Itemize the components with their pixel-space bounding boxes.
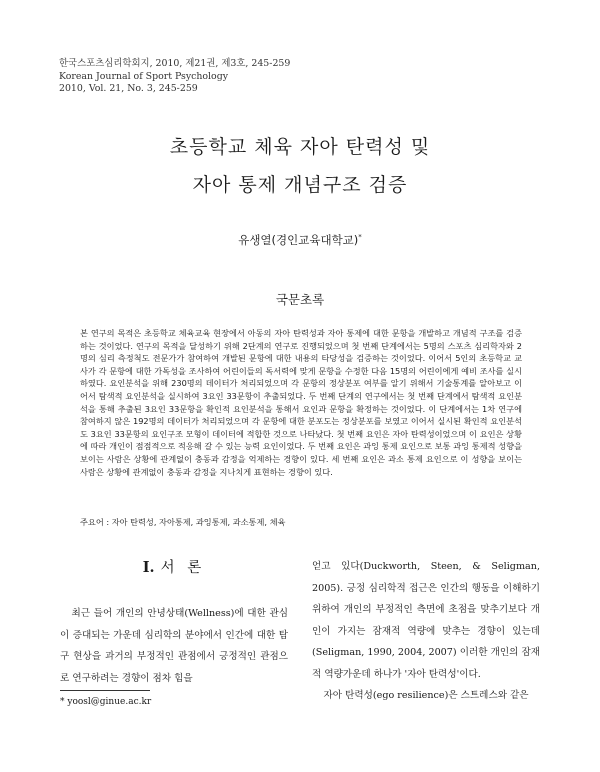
paper-title [0,128,600,204]
body-paragraph-right-2: 자아 탄력성(ego resilience)은 스트레스와 같은 [323,690,529,701]
title-line-2: 자아 통제 개념구조 검증 [192,174,408,196]
author-name: 유생열(경인교육대학교) [238,233,359,247]
author-footnote-mark: * [358,233,362,242]
abstract-body: 본 연구의 목적은 초등학교 체육교육 현장에서 아동의 자아 탄력성과 자아 통제에 대한 문항을 개발하고 개념적 구조를 검증하는 것이었다. 연구의 목적을 달성하기 위해 2단계의 연구로 진행되었으며 첫 번째 단계에서는 5명의 스포츠 심리학자와 2명의 심리 측정척도 전문가가 참여하여 개발된 문항에 대한 내용의 타당성을 검증하는 것이었다. 이어서 5인의 초등학교 교사가 각 문항에 대한 가독성을 조사하여 어린이들의 독서력에 맞게 문항을 수정한 다음 15명의 어린이에게 예비 조사를 실시하였다. 요인분석을 위해 230명의 데이터가 처리되었으며 각 문항의 정상분포 여부를 알기 위해서 기술통계를 알아보고 이어서 탐색적 요인분석을 실시하여 3요인 33문항이 추출되었다. 두 번째 단계의 연구에서는 첫 번째 단계에서 탐색적 요인분석을 통해 추출된 3요인 33문항을 확인적 요인분석을 통해서 요인과 문항을 확정하는 것이었다. 이 단계에서는 1차 연구에 참여하지 않은 192명의 데이터가 처리되었으며 각 문항에 대한 분포도는 정상분포를 보였고 이어서 실시된 확인적 요인분석도 3요인 33문항의 요인구조 모형이 데이터에 적합한 것으로 나타났다. 첫 번째 요인은 자아 탄력성이었으며 이 요인은 상황에 따라 개인이 점점적으로 적응해 갈 수 있는 능력 요인이었다. 두 번째 요인은 과잉 통제 요인으로 보통 과잉 통제적 성향을 보이는 사람은 상황에 관계없이 충동과 감정을 억제하는 경향이 있다. 세 번째 요인은 과소 통제 요인으로 이 성향을 보이는 사람은 상황에 관계없이 충동과 감정을 지나치게 표현하는 경향이 있다. [80,328,522,477]
journal-citation-korean: 한국스포츠심리학회지, 2010, 제21권, 제3호, 245-259 [59,58,291,69]
journal-header [59,58,290,96]
journal-name-english: Korean Journal of Sport Psychology [59,70,228,82]
right-column [312,556,540,707]
section-title: 서 론 [160,560,206,576]
keywords: 주요어 : 자아 탄력성, 자아통제, 과잉통제, 과소통제, 체육 [80,517,286,527]
abstract-heading: 국문초록 [275,292,325,307]
section-heading [60,556,288,577]
author-line [0,232,600,248]
journal-citation-english: 2010, Vol. 21, No. 3, 245-259 [59,83,198,95]
footnote-divider [60,690,150,691]
body-paragraph-left: 최근 들어 개인의 안녕상태(Wellness)에 대한 관심이 증대되는 가운데 심리학의 분야에서 인간에 대한 탐구 현상을 과거의 부정적인 관점에서 긍정적인 관점으로 연구하려는 경향이 점차 힘을 [60,608,288,684]
footnote-email: * yoosl@ginue.ac.kr [60,697,152,707]
left-column [60,556,288,689]
body-paragraph-right-1: 얻고 있다(Duckworth, Steen, & Seligman, 2005). 긍정 심리학적 접근은 인간의 행동을 이해하기 위하여 개인의 부정적인 측면에 초점을 맞추기보다 개인이 가지는 잠재적 역량에 맞추는 경향이 있는데(Seligman, 1990, 2004, 2007) 이러한 개인의 잠재적 역량가운데 하나가 '자아 탄력성'이다. [312,561,540,680]
title-line-1: 초등학교 체육 자아 탄력성 및 [169,136,431,158]
section-number: I. [142,559,155,576]
